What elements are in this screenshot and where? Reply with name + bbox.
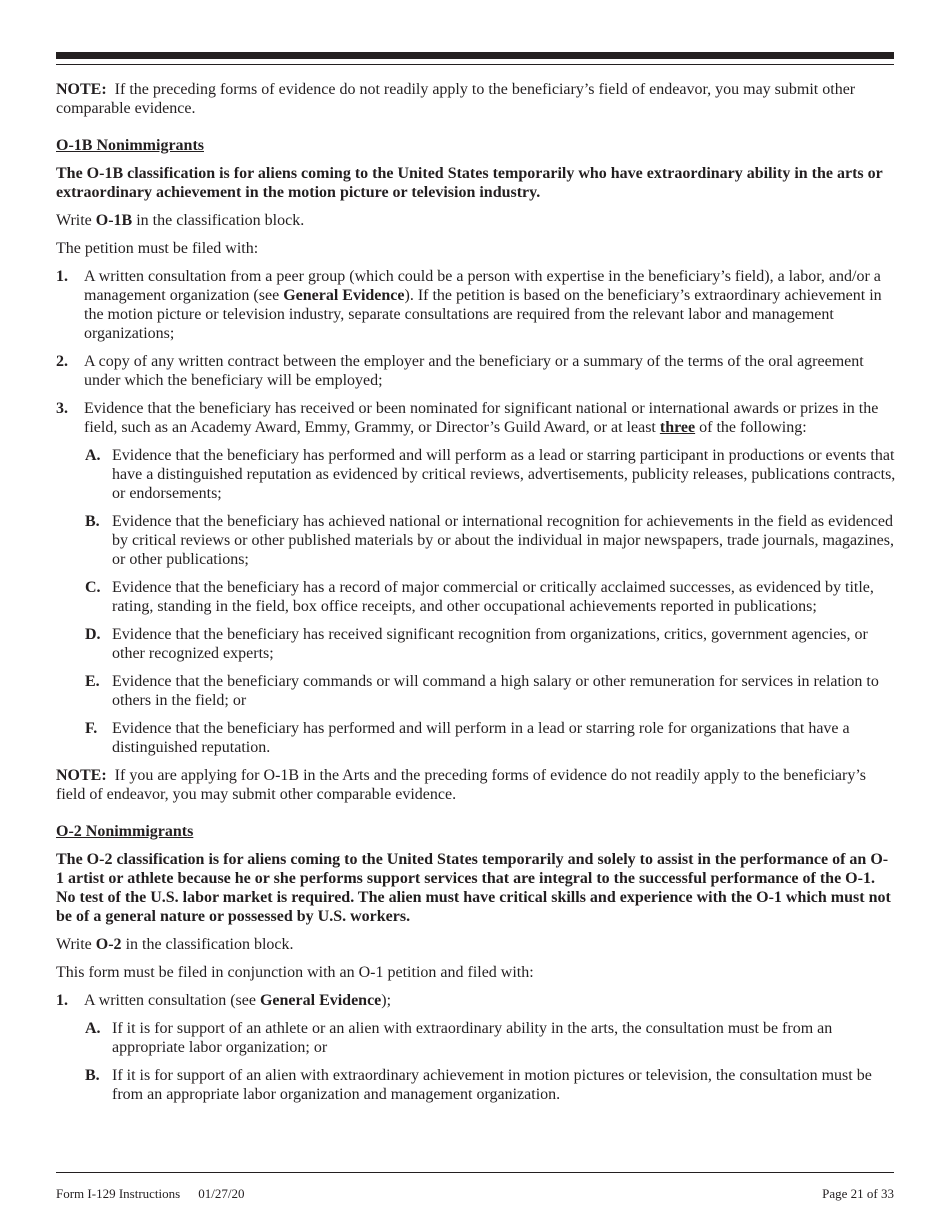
o1b-subitem-a: A. Evidence that the beneficiary has performed and will perform as a lead or starring participant in productions or events that have a distinguished reputation as evidenced by critical reviews, advertisements, publicity releases, publications contracts, or endorsements; [85,447,896,502]
footer-page-number: Page 21 of 33 [822,1186,894,1201]
note-label: NOTE: [56,81,107,98]
o2-intro: The O-2 classification is for aliens coming to the United States temporarily and solely to assist in the performance of an O-1 artist or athlete because he or she performs support services that are integral to the successful performance of the O-1. No test of the U.S. labor market is required. The alien must have critical skills and experience with the O-1 which must not be of a general nature or possessed by U.S. workers. [56,851,891,925]
o2-subitem-a: A. If it is for support of an athlete or an alien with extraordinary ability in the arts, the consultation must be from an appropriate labor organization; or [85,1020,833,1056]
o1b-subitem-f: F. Evidence that the beneficiary has performed and will perform in a lead or starring role for organizations that have a distinguished reputation. [85,720,850,756]
o1b-subitem-b: B. Evidence that the beneficiary has achieved national or international recognition for achievements in the field as evidenced by critical reviews or other published materials by or about the individual in major newspapers, trade journals, magazines, or other publications; [85,513,894,568]
o1b-note: NOTE: If you are applying for O-1B in the Arts and the preceding forms of evidence do not readily apply to the beneficiary’s field of endeavor, you may submit other comparable evidence. [56,767,866,803]
o1b-code: O-1B [95,212,133,229]
footer-date: 01/27/20 [198,1186,245,1201]
header-rule-thin [56,64,894,65]
o1b-subitem-d: D. Evidence that the beneficiary has received significant recognition from organizations, critics, government agencies, or other recognized experts; [85,626,868,662]
o2-heading: O-2 Nonimmigrants [56,823,194,840]
o2-code: O-2 [95,936,122,953]
o1b-item-2: 2. A copy of any written contract between the employer and the beneficiary or a summary of the terms of the oral agreement under which the beneficiary will be employed; [56,353,864,389]
o1b-intro: The O-1B classification is for aliens coming to the United States temporarily who have extraordinary ability in the arts or extraordinary achievement in the motion picture or television industry. [56,165,883,201]
note-text: If the preceding forms of evidence do not readily apply to the beneficiary’s field of endeavor, you may submit other comparable evidence. [56,81,856,117]
o1b-item-1: 1. A written consultation from a peer group (which could be a person with expertise in the beneficiary’s field), a labor, and/or a management organization (see General Evidence). If the petition is based on the beneficiary’s extraordinary achievement in the motion picture or television industry, separate consultations are required from the relevant labor and management organizations; [56,268,882,342]
o2-subitem-b: B. If it is for support of an alien with extraordinary achievement in motion pictures or television, the consultation must be from an appropriate labor organization and management organization. [85,1067,872,1103]
o1b-filed-with: The petition must be filed with: [56,240,259,257]
footer-form-info [56,1186,244,1202]
o2-filed-with: This form must be filed in conjunction with an O-1 petition and filed with: [56,964,534,981]
o1b-subitem-c: C. Evidence that the beneficiary has a record of major commercial or critically acclaimed successes, as evidenced by title, rating, standing in the field, box office receipts, and other occupational achievements reported in publications; [85,579,874,615]
o1b-heading: O-1B Nonimmigrants [56,137,204,154]
o1b-subitem-e: E. Evidence that the beneficiary commands or will command a high salary or other remuneration for services in relation to others in the field; or [85,673,879,709]
footer-form-name: Form I-129 Instructions [56,1186,181,1201]
o2-item-1: 1. A written consultation (see General Evidence); [56,992,392,1009]
o1b-write-instruction: Write O-1B in the classification block. [56,212,305,229]
header-rule-thick [56,52,894,59]
top-note [56,80,896,118]
o1b-item-3: 3. Evidence that the beneficiary has received or been nominated for significant national or international awards or prizes in the field, such as an Academy Award, Emmy, Grammy, or Director’s Guild Award, or at least three of the following: [56,400,879,436]
page-content [56,80,896,1113]
o2-write-instruction: Write O-2 in the classification block. [56,936,294,953]
footer-rule [56,1172,894,1173]
